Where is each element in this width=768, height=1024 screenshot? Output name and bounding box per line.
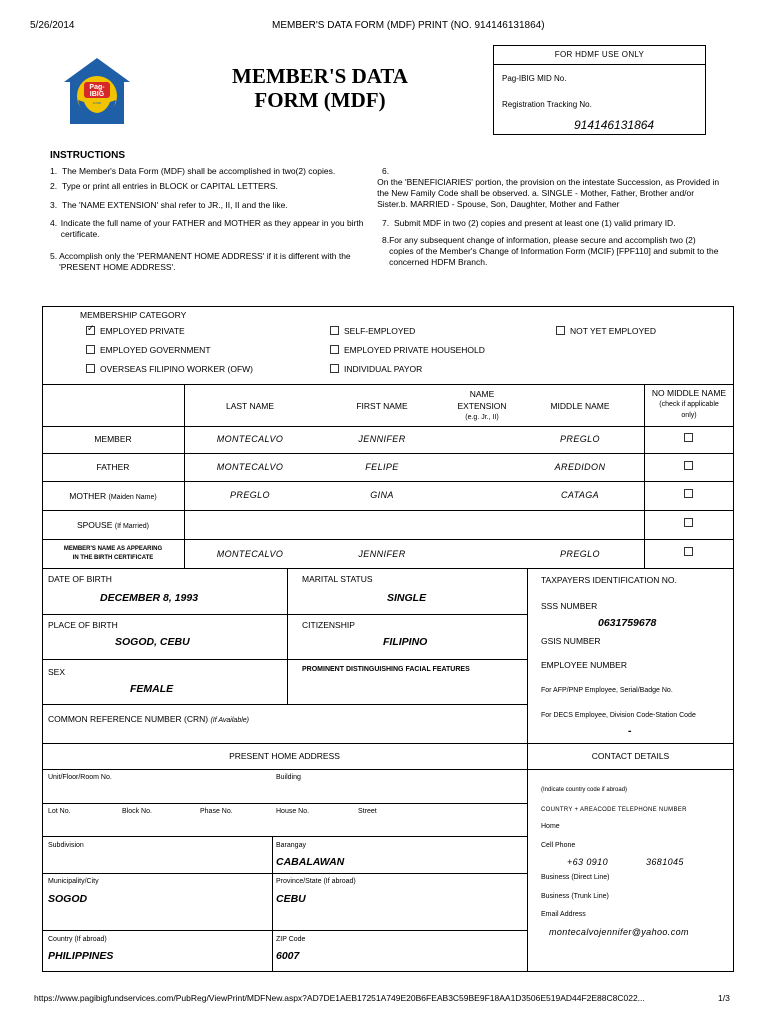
instructions-title: INSTRUCTIONS (50, 150, 125, 161)
hdmf-use-only-box (493, 45, 706, 135)
father-middle-name: AREDIDON (554, 462, 606, 472)
no-middle-checkbox[interactable] (684, 518, 698, 528)
street-label: Street (358, 808, 377, 815)
divider (42, 836, 527, 837)
no-middle-checkbox[interactable] (684, 433, 698, 443)
logo-text-small: FUND (92, 101, 102, 105)
divider (42, 930, 527, 931)
lot-label: Lot No. (48, 808, 71, 815)
pagibig-logo-icon (62, 56, 132, 126)
father-last-name: MONTECALVO (216, 462, 284, 472)
hdmf-caption: FOR HDMF USE ONLY (494, 46, 705, 65)
subdivision-label: Subdivision (48, 842, 84, 849)
divider (42, 453, 734, 454)
checkbox-icon[interactable] (330, 326, 339, 335)
print-title: MEMBER'S DATA FORM (MDF) PRINT (NO. 914146131864) (272, 20, 545, 31)
bc-last-name: MONTECALVO (216, 549, 284, 559)
header-last-name: LAST NAME (225, 401, 275, 411)
row-label-member: MEMBER (94, 434, 132, 444)
logo-text-top: Pag- (89, 84, 105, 91)
decs-value: - (628, 725, 632, 737)
barangay-value: CABALAWAN (276, 856, 345, 868)
no-middle-checkbox[interactable] (684, 461, 698, 471)
instruction-item: 5. Accomplish only the 'PERMANENT HOME ADDRESS' if it is different with the 'PRESENT HOME ADDRESS'. (50, 251, 351, 272)
header-first-name: FIRST NAME (356, 401, 408, 411)
sex-value: FEMALE (130, 683, 174, 695)
checkbox-icon[interactable] (556, 326, 565, 335)
option-individual-payor[interactable]: INDIVIDUAL PAYOR (330, 364, 422, 374)
divider (42, 481, 734, 482)
cell-number: 3681045 (646, 857, 684, 867)
mother-first-name: GINA (370, 490, 394, 500)
footer-url: https://www.pagibigfundservices.com/PubReg/ViewPrint/MDFNew.aspx?AD7DE1AEB17251A749E20B6FEAB3C59BE9F18AA1D3506E519AD44F2E88C8C022... (34, 993, 645, 1003)
checkbox-icon[interactable] (684, 461, 693, 470)
citizenship-value: FILIPINO (383, 636, 428, 648)
divider (527, 743, 528, 972)
form-title-line2: FORM (MDF) (254, 88, 386, 112)
header-no-middle-name: NO MIDDLE NAME (check if applicable only) (651, 388, 727, 419)
option-employed-private[interactable]: ✓EMPLOYED PRIVATE (86, 326, 185, 336)
instruction-item: 2. Type or print all entries in BLOCK or CAPITAL LETTERS. (50, 181, 278, 191)
rtn-label: Registration Tracking No. (502, 100, 592, 109)
form-title (210, 64, 430, 112)
divider (42, 803, 527, 804)
instruction-item: 7. Submit MDF in two (2) copies and present at least one (1) valid primary ID. (382, 218, 676, 228)
divider (42, 873, 527, 874)
instruction-item: 6. On the 'BENEFICIARIES' portion, the provision on the intestate Succession, as Provided in the New Family Code shall be observed. a. SINGLE - Mother, Father, Brother and/or Sister.b. MARRIED - Spouse, Son, Daughter, Mother and Father (377, 166, 720, 209)
country-label: Country (If abroad) (48, 936, 107, 943)
bc-middle-name: PREGLO (560, 549, 600, 559)
footer-page: 1/3 (718, 993, 730, 1003)
city-value: SOGOD (48, 893, 88, 905)
option-employed-government[interactable]: EMPLOYED GOVERNMENT (86, 345, 211, 355)
house-label: House No. (276, 808, 310, 815)
crn-label: COMMON REFERENCE NUMBER (CRN) (If Available) (48, 714, 249, 724)
membership-title: MEMBERSHIP CATEGORY (80, 310, 187, 320)
sss-label: SSS NUMBER (541, 601, 598, 611)
city-label: Municipality/City (48, 878, 99, 885)
cell-label: Cell Phone (541, 842, 576, 849)
option-self-employed[interactable]: SELF-EMPLOYED (330, 326, 415, 336)
email-value: montecalvojennifer@yahoo.com (549, 927, 689, 937)
gsis-label: GSIS NUMBER (541, 636, 601, 646)
divider (42, 769, 734, 770)
trunk-line-label: Business (Trunk Line) (541, 893, 609, 900)
cell-code: +63 0910 (567, 857, 608, 867)
dob-value: DECEMBER 8, 1993 (100, 592, 199, 604)
tin-label: TAXPAYERS IDENTIFICATION NO. (541, 575, 677, 585)
member-last-name: MONTECALVO (216, 434, 284, 444)
divider (287, 568, 288, 704)
decs-label: For DECS Employee, Division Code-Station Code (541, 712, 696, 719)
pagibig-logo (62, 56, 132, 126)
marital-label: MARITAL STATUS (302, 574, 373, 584)
option-employed-private-household[interactable]: EMPLOYED PRIVATE HOUSEHOLD (330, 345, 485, 355)
divider (42, 743, 734, 744)
row-label-mother: MOTHER (Maiden Name) (69, 491, 157, 501)
mother-middle-name: CATAGA (560, 490, 600, 500)
option-ofw[interactable]: OVERSEAS FILIPINO WORKER (OFW) (86, 364, 253, 374)
province-label: Province/State (If abroad) (276, 878, 356, 885)
checkbox-icon[interactable] (684, 489, 693, 498)
checkbox-icon[interactable] (330, 364, 339, 373)
afp-label: For AFP/PNP Employee, Serial/Badge No. (541, 687, 673, 694)
features-label: PROMINENT DISTINGUISHING FACIAL FEATURES (302, 666, 470, 673)
divider (42, 614, 527, 615)
member-first-name: JENNIFER (358, 434, 406, 444)
divider (42, 568, 734, 569)
checkbox-icon[interactable] (86, 345, 95, 354)
dob-label: DATE OF BIRTH (48, 574, 112, 584)
divider (42, 426, 734, 427)
header-name-extension: NAME EXTENSION (e.g. Jr., II) (457, 389, 507, 421)
divider (527, 568, 528, 744)
member-middle-name: PREGLO (560, 434, 600, 444)
no-middle-checkbox[interactable] (684, 489, 698, 499)
instruction-item: 3. The 'NAME EXTENSION' shal refer to JR., II, II and the like. (50, 200, 288, 210)
checkbox-icon[interactable] (684, 547, 693, 556)
checkbox-icon[interactable] (684, 518, 693, 527)
direct-line-label: Business (Direct Line) (541, 874, 610, 881)
no-middle-checkbox[interactable] (684, 547, 698, 557)
barangay-label: Barangay (276, 842, 306, 849)
rtn-value: 914146131864 (574, 118, 655, 132)
email-label: Email Address (541, 911, 586, 918)
bc-first-name: JENNIFER (358, 549, 406, 559)
contact-format: COUNTRY + AREACODE TELEPHONE NUMBER (541, 807, 687, 813)
checkbox-icon[interactable] (330, 345, 339, 354)
citizenship-label: CITIZENSHIP (302, 620, 355, 630)
divider (42, 659, 527, 660)
form-title-line1: MEMBER'S DATA (232, 64, 408, 88)
logo-text-bottom: IBIG (89, 91, 105, 98)
employee-number-label: EMPLOYEE NUMBER (541, 660, 627, 670)
checkbox-icon[interactable] (86, 364, 95, 373)
option-not-yet-employed[interactable]: NOT YET EMPLOYED (556, 326, 656, 336)
divider (184, 384, 185, 568)
divider (42, 510, 734, 511)
divider (42, 539, 734, 540)
divider (42, 384, 734, 385)
divider (42, 704, 527, 705)
building-label: Building (276, 774, 301, 781)
row-label-father: FATHER (96, 462, 130, 472)
header-middle-name: MIDDLE NAME (550, 401, 610, 411)
home-label: Home (541, 823, 560, 830)
contact-title: CONTACT DETAILS (591, 751, 670, 761)
print-date: 5/26/2014 (30, 20, 75, 31)
instructions-left (50, 166, 370, 273)
block-label: Block No. (122, 808, 152, 815)
row-label-birth-certificate-name: MEMBER'S NAME AS APPEARING IN THE BIRTH CERTIFICATE (63, 546, 163, 561)
father-first-name: FELIPE (365, 462, 399, 472)
unit-label: Unit/Floor/Room No. (48, 774, 112, 781)
contact-indicate: (Indicate country code if abroad) (541, 787, 628, 793)
mid-label: Pag-IBIG MID No. (502, 74, 567, 83)
checkbox-checked-icon[interactable] (86, 326, 95, 335)
country-value: PHILIPPINES (48, 950, 114, 962)
row-label-spouse: SPOUSE (If Married) (76, 520, 150, 530)
instructions-right (377, 166, 722, 268)
marital-value: SINGLE (387, 592, 427, 604)
instruction-item: 1. The Member's Data Form (MDF) shall be accomplished in two(2) copies. (50, 166, 336, 176)
zip-label: ZIP Code (276, 936, 306, 943)
divider (272, 836, 273, 972)
pob-label: PLACE OF BIRTH (48, 620, 118, 630)
instruction-item: 4. Indicate the full name of your FATHER and MOTHER as they appear in you birth certificate. (50, 218, 364, 239)
address-title: PRESENT HOME ADDRESS (229, 751, 340, 761)
checkbox-icon[interactable] (684, 433, 693, 442)
mother-last-name: PREGLO (230, 490, 270, 500)
province-value: CEBU (276, 893, 306, 905)
zip-value: 6007 (276, 950, 300, 962)
sss-value: 0631759678 (598, 617, 657, 629)
phase-label: Phase No. (200, 808, 233, 815)
sex-label: SEX (48, 667, 66, 677)
pob-value: SOGOD, CEBU (115, 636, 190, 648)
instruction-item: 8. For any subsequent change of information, please secure and accomplish two (2) copies of the Member's Change of Information Form (MCIF) [FPF110] and submit to the concerned HDFM Branch. (382, 235, 719, 267)
